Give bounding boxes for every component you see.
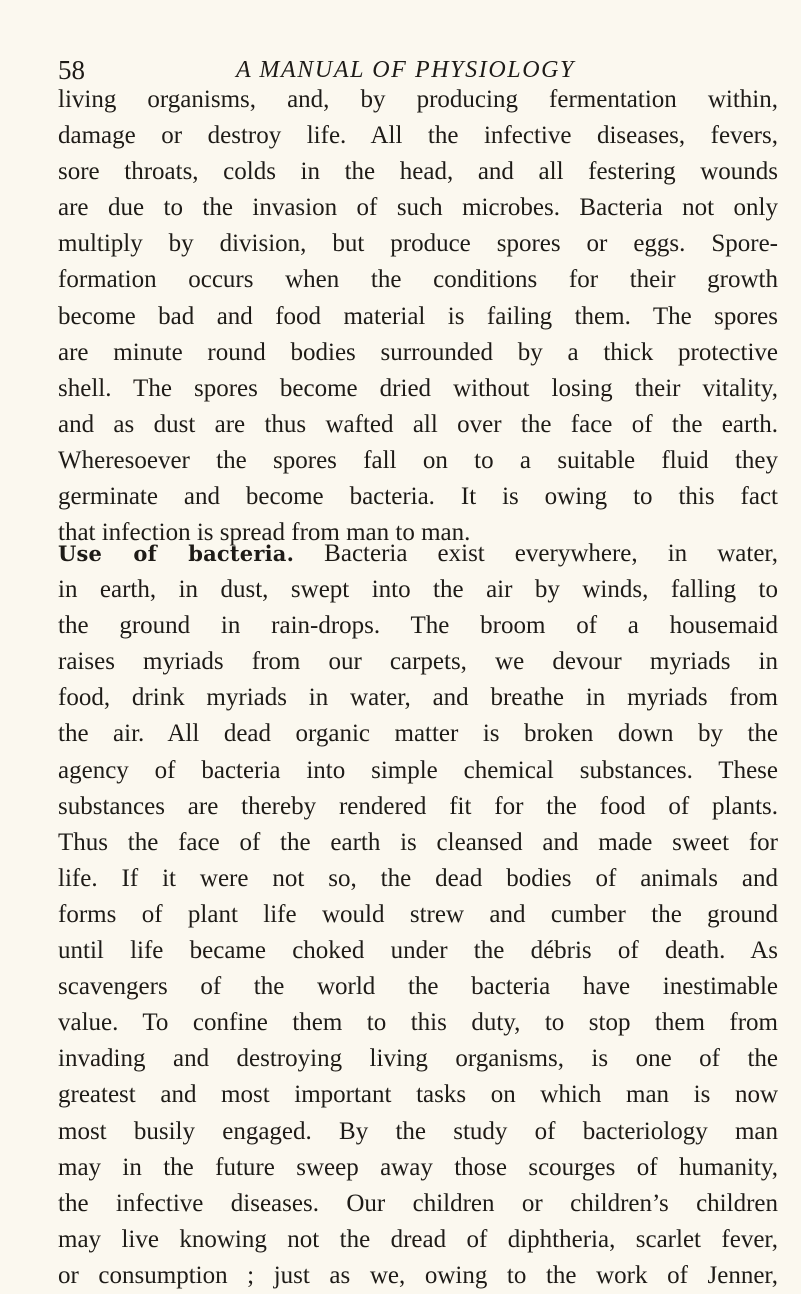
section-heading: Use of bacteria. (58, 541, 295, 566)
text-line: agency of bacteria into simple chemical substances. These (58, 756, 778, 784)
paragraph-use-of-bacteria (58, 536, 778, 1294)
text-line: the air. All dead organic matter is broken down by the (58, 720, 778, 748)
text-line: greatest and most important tasks on which man is now (58, 1081, 778, 1109)
page-header-title: A MANUAL OF PHYSIOLOGY (236, 57, 576, 83)
text-line: raises myriads from our carpets, we devour myriads in (58, 648, 778, 676)
text-line: or consumption ; just as we, owing to the work of Jenner, (58, 1261, 778, 1289)
text-line: invading and destroying living organisms, is one of the (58, 1045, 778, 1073)
text-line: and as dust are thus wafted all over the face of the earth. (58, 410, 778, 438)
text-line (58, 536, 778, 572)
text-line: sore throats, colds in the head, and all festering wounds (58, 158, 778, 186)
text-line: most busily engaged. By the study of bacteriology man (58, 1117, 778, 1145)
text-line: Thus the face of the earth is cleansed and made sweet for (58, 828, 778, 856)
text-line: may in the future sweep away those scourges of humanity, (58, 1153, 778, 1181)
text-line: value. To confine them to this duty, to stop them from (58, 1009, 778, 1037)
text-line: shell. The spores become dried without losing their vitality, (58, 374, 778, 402)
text-line: may live knowing not the dread of diphtheria, scarlet fever, (58, 1225, 778, 1253)
text-line: life. If it were not so, the dead bodies of animals and (58, 864, 778, 892)
text-line-rest: Bacteria exist everywhere, in water, (294, 540, 779, 567)
text-line: in earth, in dust, swept into the air by winds, falling to (58, 576, 778, 604)
text-line: multiply by division, but produce spores or eggs. Spore- (58, 230, 778, 258)
page-number: 58 (58, 55, 85, 85)
text-line: germinate and become bacteria. It is owing to this fact (58, 483, 778, 511)
text-line: Wheresoever the spores fall on to a suitable fluid they (58, 446, 778, 474)
text-line: become bad and food material is failing them. The spores (58, 302, 778, 330)
text-line: that infection is spread from man to man. (58, 519, 471, 547)
text-line: formation occurs when the conditions for their growth (58, 266, 778, 294)
text-line: substances are thereby rendered fit for the food of plants. (58, 792, 778, 820)
text-line: forms of plant life would strew and cumber the ground (58, 900, 778, 928)
text-line: until life became choked under the débris of death. As (58, 937, 778, 965)
text-line: living organisms, and, by producing fermentation within, (58, 86, 778, 113)
text-line: food, drink myriads in water, and breathe in myriads from (58, 684, 778, 712)
text-line: are minute round bodies surrounded by a thick protective (58, 338, 778, 366)
paragraph-infection (58, 82, 778, 551)
text-line: are due to the invasion of such microbes. Bacteria not only (58, 194, 778, 222)
text-line: scavengers of the world the bacteria have inestimable (58, 973, 778, 1001)
text-line: the ground in rain-drops. The broom of a housemaid (58, 612, 778, 640)
text-line: the infective diseases. Our children or children’s children (58, 1189, 778, 1217)
text-line: damage or destroy life. All the infective diseases, fevers, (58, 122, 778, 150)
